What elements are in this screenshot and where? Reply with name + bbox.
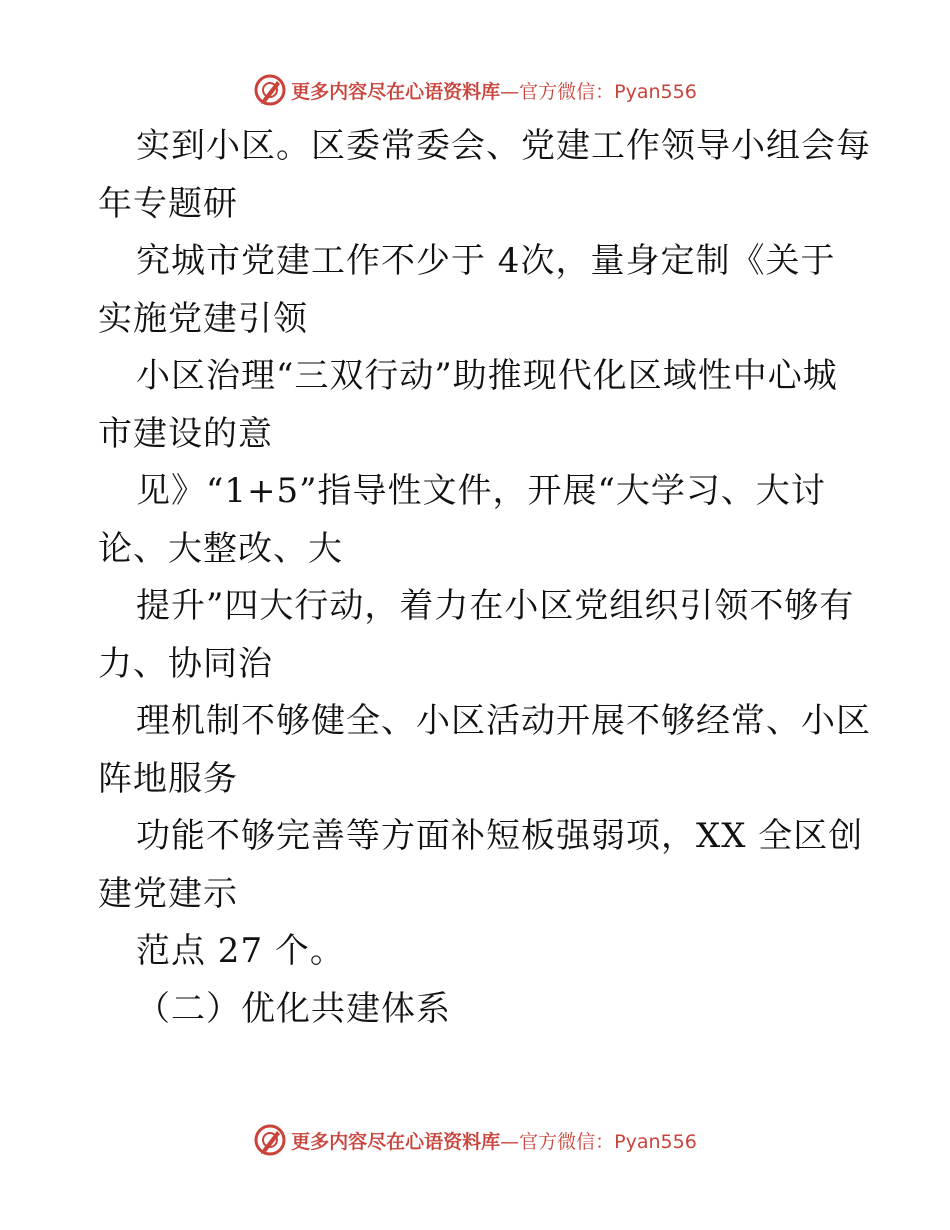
text-line: 年专题研 <box>98 183 238 224</box>
document-body <box>98 118 871 1038</box>
section-heading: （二）优化共建体系 <box>136 988 451 1029</box>
text-line: 阵地服务 <box>98 758 238 799</box>
text-line: 力、协同治 <box>98 643 273 684</box>
pen-logo-icon <box>253 1123 287 1157</box>
banner-main-text: 更多内容尽在心语资料库 <box>291 80 501 103</box>
banner-text <box>291 1127 697 1154</box>
banner-main-text: 更多内容尽在心语资料库 <box>291 1130 501 1153</box>
text-line: 市建设的意 <box>98 413 273 454</box>
banner-text <box>291 77 697 104</box>
banner-wechat-text: 官方微信：Pyan556 <box>519 1130 697 1153</box>
text-line: 建党建示 <box>98 873 238 914</box>
text-line: 见》“1+5”指导性文件，开展“大学习、大讨 <box>136 471 826 511</box>
text-line: 实施党建引领 <box>98 298 308 339</box>
footer-banner <box>0 1120 950 1160</box>
text-line: 功能不够完善等方面补短板强弱项，XX 全区创 <box>136 816 864 856</box>
banner-wechat-text: 官方微信：Pyan556 <box>519 80 697 103</box>
banner-dash: — <box>500 80 520 103</box>
text-line: 论、大整改、大 <box>98 528 343 569</box>
pen-logo-icon <box>253 73 287 107</box>
text-line: 范点 27 个。 <box>136 931 345 971</box>
text-line: 理机制不够健全、小区活动开展不够经常、小区 <box>136 701 871 741</box>
header-banner <box>0 70 950 110</box>
text-line: 实到小区。区委常委会、党建工作领导小组会每 <box>136 126 871 166</box>
text-line: 提升”四大行动，着力在小区党组织引领不够有 <box>136 586 855 626</box>
text-line: 小区治理“三双行动”助推现代化区域性中心城 <box>136 356 838 396</box>
banner-dash: — <box>500 1130 520 1153</box>
text-line: 究城市党建工作不少于 4次，量身定制《关于 <box>136 241 836 281</box>
